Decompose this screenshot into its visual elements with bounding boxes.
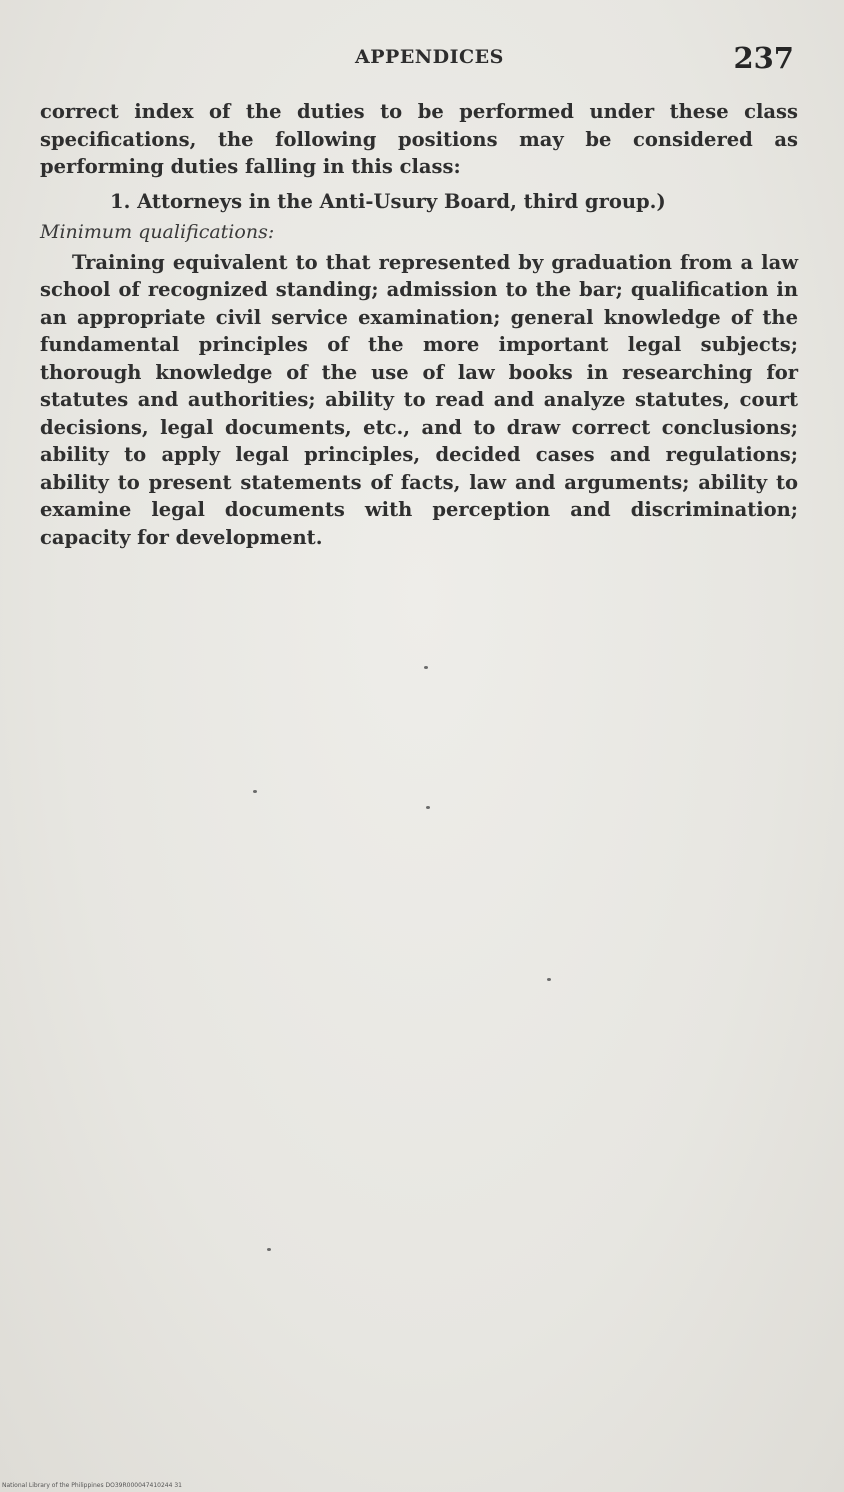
library-credit: National Library of the Philippines DO39R000047410244 31 [2,1482,182,1489]
body-text [40,98,798,551]
qualifications-paragraph: Training equivalent to that represented by graduation from a law school of recognized standing; admission to the bar; qualification in an appropriate civil service examination; general knowledge of the fundamental principles of the more important legal subjects; thorough knowledge of the use of law books in researching for statutes and authorities; ability to read and analyze statutes, court decisions, legal documents, etc., and to draw correct conclusions; ability to apply legal principles, decided cases and regulations; ability to present statements of facts, law and arguments; ability to examine legal documents with perception and discrimination; capacity for development. [40,250,798,549]
list-item: 1. Attorneys in the Anti-Usury Board, third group.) [110,189,666,213]
print-speck [267,1248,271,1251]
section-heading: Minimum qualifications: [40,221,275,243]
running-head: APPENDICES [355,46,504,68]
print-speck [547,978,551,981]
print-speck [426,806,430,809]
intro-paragraph: correct index of the duties to be performed under these class specifications, the following positions may be considered as performing duties falling in this class: [40,100,798,178]
print-speck [253,790,257,793]
print-speck [424,666,428,669]
page-number: 237 [733,41,794,75]
